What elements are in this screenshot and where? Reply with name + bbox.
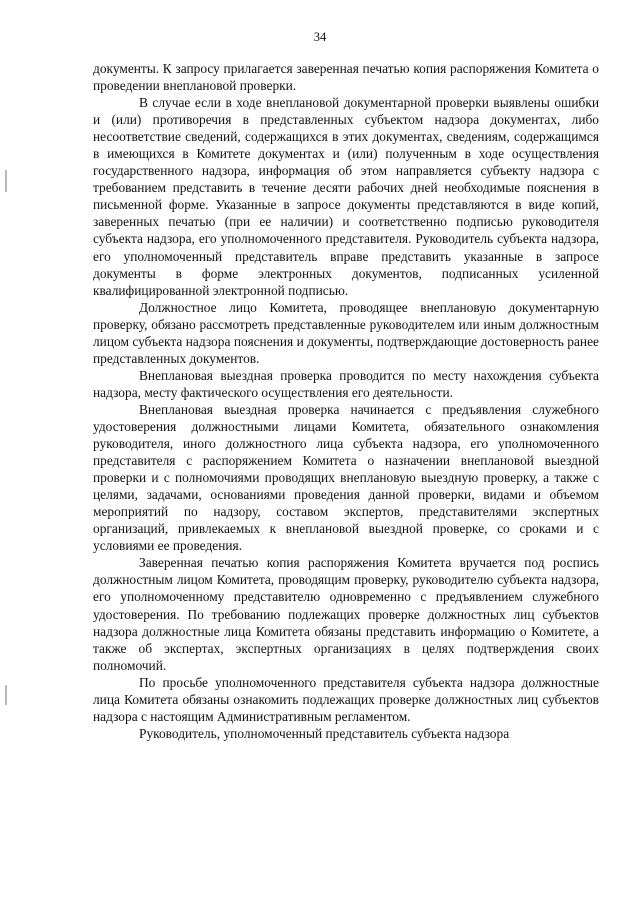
paragraph: В случае если в ходе внеплановой документарной проверки выявлены ошибки и (или) противоречия в представленных субъектом надзора документах, либо несоответствие сведений, содержащихся в этих документах, сведениям, содержащимся в имеющихся в Комитете документах и (или) полученным в ходе осуществления государственного надзора, информация об этом направляется субъекту надзора с требованием представить в течение десяти рабочих дней необходимые пояснения в письменной форме. Указанные в запросе документы представляются в виде копий, заверенных печатью (при ее наличии) и соответственно подписью руководителя субъекта надзора, его уполномоченного представителя. Руководитель субъекта надзора, его уполномоченный представитель вправе представить указанные в запросе документы в форме электронных документов, подписанных усиленной квалифицированной электронной подписью.: [93, 95, 599, 298]
paragraph: По просьбе уполномоченного представителя субъекта надзора должностные лица Комитета обязаны ознакомить подлежащих проверке должностных лиц субъектов надзора с настоящим Административным регламентом.: [93, 674, 599, 724]
paragraph: Внеплановая выездная проверка начинается с предъявления служебного удостоверения должностными лицами Комитета, обязательного ознакомления руководителя, иного должностного лица субъекта надзора, его уполномоченного представителя с распоряжением Комитета о назначении внеплановой выездной проверки и с полномочиями проводящих внеплановую выездную проверку, а также с целями, задачами, основаниями проведения данной проверки, видами и объемом мероприятий по надзору, составом экспертов, представителями экспертных организаций, привлекаемых к внеплановой выездной проверке, со сроками и с условиями ее проведения.: [93, 401, 599, 554]
paragraph: Руководитель, уполномоченный представитель субъекта надзора: [139, 725, 510, 741]
paragraph: документы. К запросу прилагается заверенная печатью копия распоряжения Комитета о проведении внеплановой проверки.: [93, 61, 599, 94]
document-body: [93, 60, 599, 742]
margin-scan-mark: [5, 685, 7, 705]
paragraph: Должностное лицо Комитета, проводящее внеплановую документарную проверку, обязано рассмотреть представленные руководителем или иным должностным лицом субъекта надзора пояснения и документы, подтверждающие достоверность ранее представленных документов.: [93, 299, 599, 366]
paragraph: Внеплановая выездная проверка проводится по месту нахождения субъекта надзора, месту фактического осуществления его деятельности.: [93, 367, 599, 400]
page-number: 34: [313, 30, 327, 44]
paragraph: Заверенная печатью копия распоряжения Комитета вручается под роспись должностным лицом Комитета, проводящим проверку, руководителю субъекта надзора, его уполномоченному представителю одновременно с предъявлением служебного удостоверения. По требованию подлежащих проверке должностных лиц субъектов надзора должностные лица Комитета обязаны представить информацию о Комитете, а также об экспертах, экспертных организациях в целях подтверждения своих полномочий.: [93, 555, 599, 673]
margin-scan-mark: [5, 170, 7, 192]
